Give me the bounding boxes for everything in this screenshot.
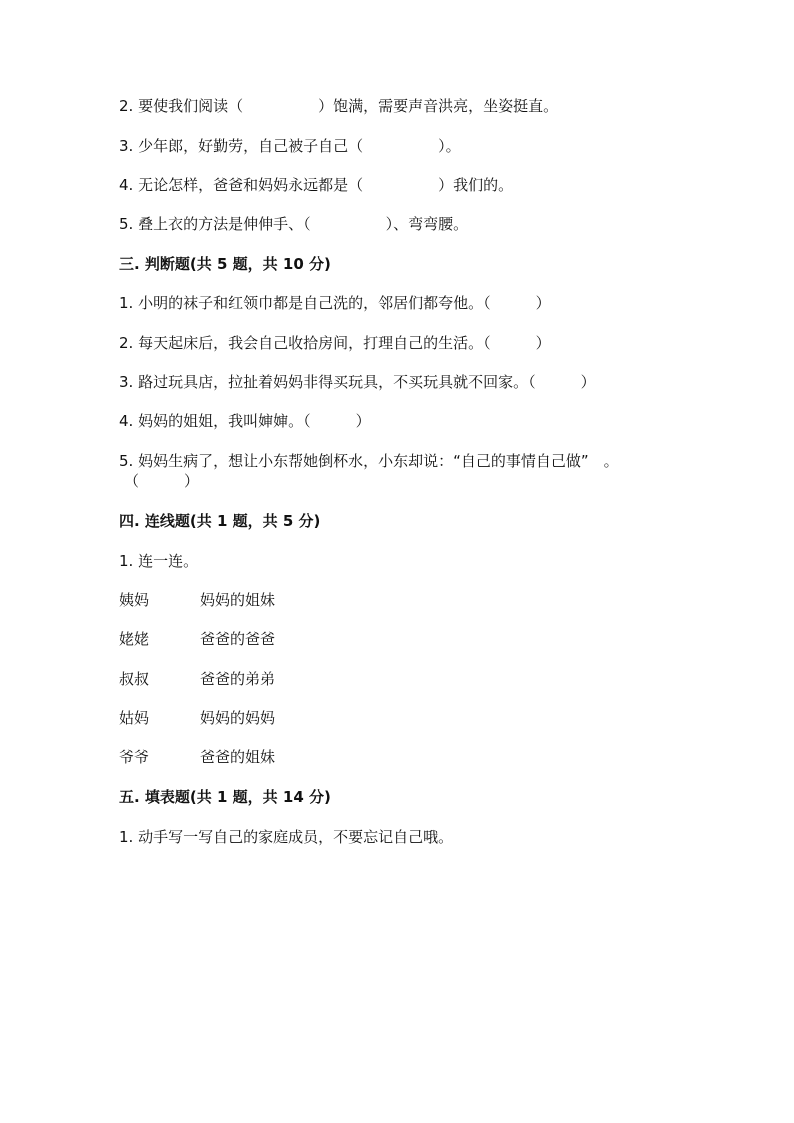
true-false-item-3: 3. 路过玩具店，拉扯着妈妈非得买玩具，不买玩具就不回家。（ ）	[119, 373, 596, 391]
matching-left-item: 姑妈	[119, 709, 150, 727]
matching-right-item: 妈妈的妈妈	[200, 709, 276, 727]
section-heading-matching: 四. 连线题(共 1 题，共 5 分)	[119, 512, 321, 530]
matching-instruction: 1. 连一连。	[119, 552, 199, 570]
true-false-item-2: 2. 每天起床后，我会自己收拾房间，打理自己的生活。（ ）	[119, 334, 551, 352]
section-heading-true-false: 三. 判断题(共 5 题，共 10 分)	[119, 255, 331, 273]
true-false-item-5: 5. 妈妈生病了，想让小东帮她倒杯水，小东却说：“自己的事情自己做” 。	[119, 452, 619, 470]
true-false-item-4: 4. 妈妈的姐姐，我叫婶婶。（ ）	[119, 412, 371, 430]
matching-left-item: 姥姥	[119, 630, 150, 648]
fill-blank-item-5: 5. 叠上衣的方法是伸伸手、（ ）、弯弯腰。	[119, 215, 469, 233]
table-fill-instruction: 1. 动手写一写自己的家庭成员，不要忘记自己哦。	[119, 828, 454, 846]
matching-left-item: 爷爷	[119, 748, 150, 766]
true-false-item-5-answer: （ ）	[124, 472, 200, 490]
fill-blank-item-4: 4. 无论怎样，爸爸和妈妈永远都是（ ）我们的。	[119, 176, 514, 194]
matching-right-item: 妈妈的姐妹	[200, 591, 276, 609]
matching-right-item: 爸爸的爸爸	[200, 630, 276, 648]
matching-left-item: 叔叔	[119, 670, 150, 688]
fill-blank-item-2: 2. 要使我们阅读（ ）饱满，需要声音洪亮，坐姿挺直。	[119, 97, 559, 115]
matching-right-item: 爸爸的弟弟	[200, 670, 276, 688]
matching-left-item: 姨妈	[119, 591, 150, 609]
section-heading-table-fill: 五. 填表题(共 1 题，共 14 分)	[119, 788, 331, 806]
fill-blank-item-3: 3. 少年郎，好勤劳，自己被子自己（ ）。	[119, 137, 461, 155]
matching-right-item: 爸爸的姐妹	[200, 748, 276, 766]
true-false-item-1: 1. 小明的袜子和红领巾都是自己洗的，邻居们都夸他。（ ）	[119, 294, 551, 312]
